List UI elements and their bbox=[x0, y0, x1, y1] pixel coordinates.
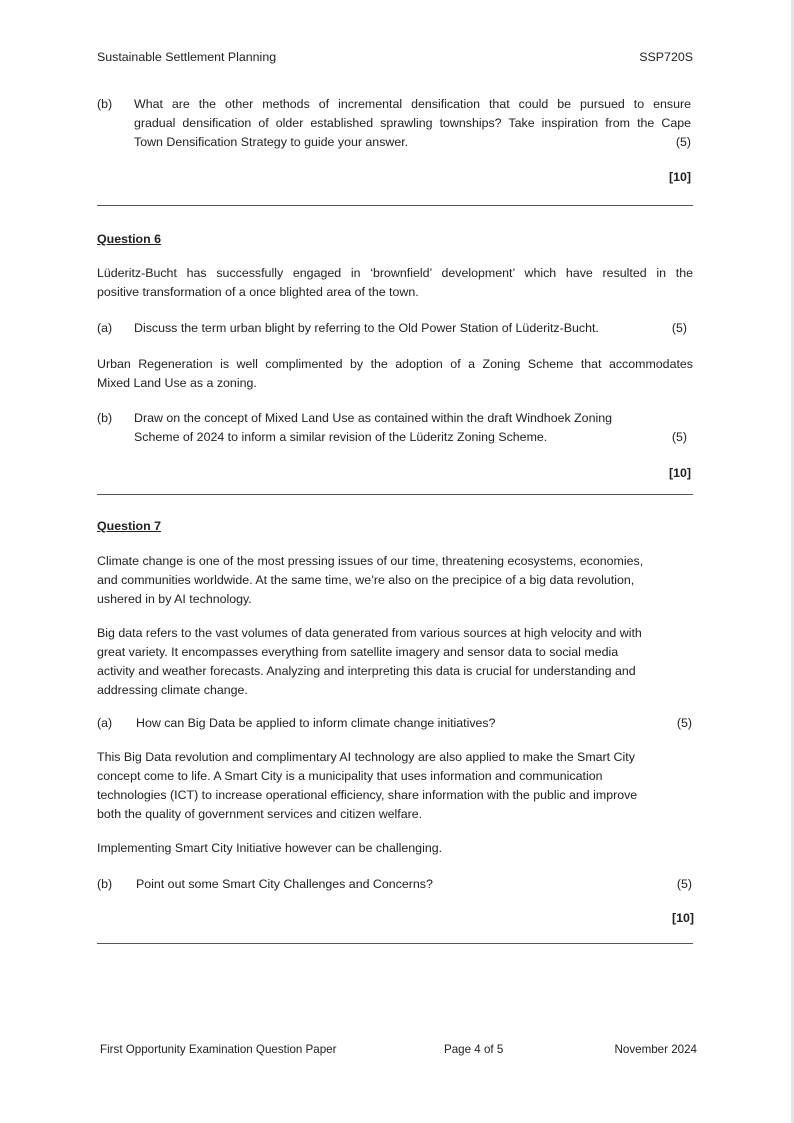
q7-p2-line: activity and weather forecasts. Analyzing and interpreting this data is crucial for understanding and bbox=[97, 664, 636, 678]
q7b-marks: (5) bbox=[676, 877, 692, 891]
q6-para-line: Mixed Land Use as a zoning. bbox=[97, 376, 257, 390]
header-code: SSP720S bbox=[639, 50, 693, 64]
q7-p2-line: great variety. It encompasses everything from satellite imagery and sensor data to social media bbox=[97, 645, 619, 659]
q6b-marks: (5) bbox=[671, 430, 687, 444]
q7b-text: Point out some Smart City Challenges and Concerns? bbox=[136, 877, 433, 891]
q7-p3-line: This Big Data revolution and complimentary AI technology are also applied to make the Smart City bbox=[97, 750, 635, 764]
q7b-label: (b) bbox=[97, 877, 113, 891]
q6a-text: Discuss the term urban blight by referring to the Old Power Station of Lüderitz-Bucht. bbox=[134, 321, 599, 335]
q7-total: [10] bbox=[671, 911, 694, 925]
q6-intro-line: Lüderitz-Bucht has successfully engaged in ‘brownfield’ development’ which have resulted in the bbox=[97, 266, 693, 280]
q7-p3-line: technologies (ICT) to increase operational efficiency, share information with the public and improve bbox=[97, 788, 638, 802]
q7-p1-line: and communities worldwide. At the same time, we’re also on the precipice of a big data revolution, bbox=[97, 573, 635, 587]
q7-p1-line: Climate change is one of the most pressing issues of our time, threatening ecosystems, economies, bbox=[97, 554, 644, 568]
q6-para-line: Urban Regeneration is well complimented by the adoption of a Zoning Scheme that accommodates bbox=[97, 357, 693, 371]
divider bbox=[97, 205, 693, 206]
q7-p3-line: both the quality of government services and citizen welfare. bbox=[97, 807, 423, 821]
q6b-line: Scheme of 2024 to inform a similar revision of the Lüderitz Zoning Scheme. bbox=[134, 430, 548, 444]
q7-p3-line: concept come to life. A Smart City is a municipality that uses information and communication bbox=[97, 769, 603, 783]
q7-p2-line: Big data refers to the vast volumes of data generated from various sources at high velocity and with bbox=[97, 626, 642, 640]
q5b-line: Town Densification Strategy to guide your answer. bbox=[134, 135, 409, 149]
footer-left: First Opportunity Examination Question Paper bbox=[100, 1043, 337, 1056]
q7-title: Question 7 bbox=[97, 519, 162, 533]
q7-p4: Implementing Smart City Initiative however can be challenging. bbox=[97, 841, 443, 855]
q5b-marks: (5) bbox=[675, 135, 691, 149]
q6a-label: (a) bbox=[97, 321, 113, 335]
q6-title: Question 6 bbox=[97, 232, 162, 246]
q6-intro-line: positive transformation of a once blighted area of the town. bbox=[97, 285, 419, 299]
q7a-label: (a) bbox=[97, 716, 113, 730]
divider bbox=[97, 494, 693, 495]
q7a-text: How can Big Data be applied to inform climate change initiatives? bbox=[136, 716, 496, 730]
q7-p1-line: ushered in by AI technology. bbox=[97, 592, 252, 606]
q6b-label: (b) bbox=[97, 411, 113, 425]
q6a-marks: (5) bbox=[671, 321, 687, 335]
footer-page: Page 4 of 5 bbox=[444, 1043, 504, 1056]
q6b-line: Draw on the concept of Mixed Land Use as contained within the draft Windhoek Zoning bbox=[134, 411, 613, 425]
q6-total: [10] bbox=[668, 466, 691, 480]
q5b-line: gradual densification of older established sprawling townships? Take inspiration from the Cape bbox=[134, 116, 691, 130]
q5b-label: (b) bbox=[97, 97, 113, 111]
header-course: Sustainable Settlement Planning bbox=[97, 50, 277, 64]
q7a-marks: (5) bbox=[676, 716, 692, 730]
footer-date: November 2024 bbox=[614, 1043, 697, 1056]
q5b-line: What are the other methods of incremental densification that could be pursued to ensure bbox=[134, 97, 691, 111]
q7-p2-line: addressing climate change. bbox=[97, 683, 248, 697]
divider bbox=[97, 943, 693, 944]
q5-total: [10] bbox=[668, 170, 691, 184]
